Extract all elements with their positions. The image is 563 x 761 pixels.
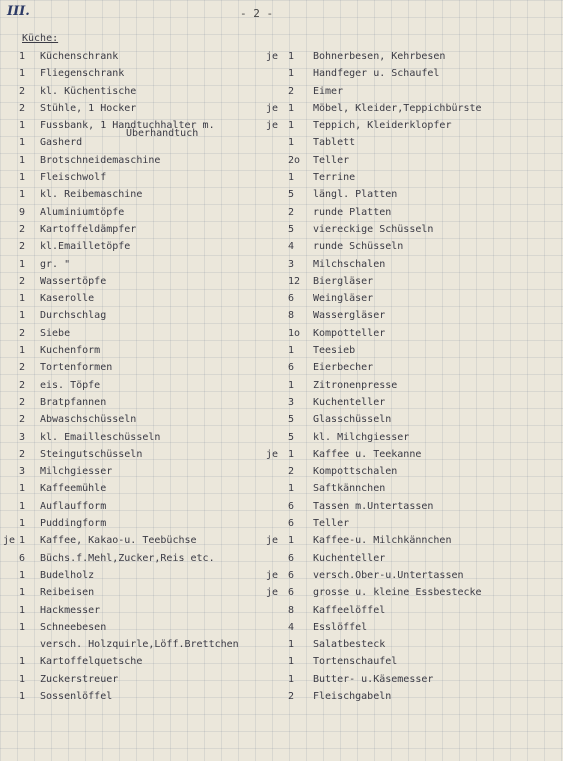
item-name: kl.Emailletöpfe — [40, 241, 131, 253]
list-item — [0, 394, 282, 411]
item-name: Milchgiesser — [40, 466, 113, 478]
item-name: Kompotteller — [313, 327, 386, 339]
list-item — [266, 100, 563, 117]
item-quantity: 2 — [288, 85, 295, 97]
item-name: Brotschneidemaschine — [40, 154, 161, 166]
list-item — [266, 653, 563, 670]
item-quantity: 2 — [19, 414, 26, 426]
item-quantity: 1 — [19, 621, 26, 633]
item-name: Möbel, Kleider,Teppichbürste — [313, 102, 482, 114]
item-name: Puddingform — [40, 518, 107, 530]
item-name: Tablett — [313, 137, 356, 149]
item-quantity: 1 — [19, 569, 26, 581]
item-quantity: 2 — [19, 448, 26, 460]
item-quantity: 1 — [19, 673, 26, 685]
list-item — [0, 671, 282, 688]
item-quantity: 2 — [19, 396, 26, 408]
item-name: Butter- u.Käsemesser — [313, 673, 434, 685]
list-item — [266, 480, 563, 497]
item-name: Biergläser — [313, 275, 374, 287]
item-quantity: 1 — [19, 293, 26, 305]
item-name: Milchschalen — [313, 258, 386, 270]
item-name: Teller — [313, 154, 350, 166]
item-quantity: 6 — [288, 362, 295, 374]
item-name: Kaffeemühle — [40, 483, 107, 495]
right-inventory-list — [266, 48, 563, 705]
list-item — [266, 515, 563, 532]
item-quantity: 9 — [19, 206, 26, 218]
item-quantity: 6 — [288, 587, 295, 599]
item-continuation: Überhandtuch — [126, 128, 199, 140]
item-quantity: 1 — [288, 379, 295, 391]
item-name: Kuchenform — [40, 345, 101, 357]
list-item — [266, 169, 563, 186]
item-name: Kompottschalen — [313, 466, 398, 478]
list-item — [0, 273, 282, 290]
item-quantity: 2 — [288, 206, 295, 218]
item-quantity: 3 — [288, 258, 295, 270]
item-name: Tortenschaufel — [313, 656, 398, 668]
item-name: Kartoffelquetsche — [40, 656, 143, 668]
list-item — [266, 688, 563, 705]
item-quantity: 1 — [19, 137, 26, 149]
item-name: eis. Töpfe — [40, 379, 101, 391]
list-item — [266, 359, 563, 376]
item-name: Bratpfannen — [40, 396, 107, 408]
item-name: Büchs.f.Mehl,Zucker,Reis etc. — [40, 552, 215, 564]
item-name: kl. Reibemaschine — [40, 189, 143, 201]
page-number: - 2 - — [240, 7, 274, 20]
item-name: runde Platten — [313, 206, 392, 218]
list-item — [266, 429, 563, 446]
item-name: Aluminiumtöpfe — [40, 206, 125, 218]
item-quantity: 1 — [19, 483, 26, 495]
item-quantity: 1 — [19, 690, 26, 702]
list-item — [266, 377, 563, 394]
item-quantity: 1 — [19, 310, 26, 322]
list-item — [266, 134, 563, 151]
list-item — [266, 65, 563, 82]
item-quantity: 1 — [19, 189, 26, 201]
item-quantity: 1 — [19, 656, 26, 668]
list-item — [266, 463, 563, 480]
list-item — [266, 619, 563, 636]
list-item — [0, 446, 282, 463]
item-name: versch.Ober-u.Untertassen — [313, 569, 464, 581]
item-name: Kaserolle — [40, 293, 95, 305]
item-name: Eimer — [313, 85, 344, 97]
item-name: viereckige Schüsseln — [313, 223, 434, 235]
list-item — [0, 152, 282, 169]
list-item — [266, 394, 563, 411]
item-quantity: 6 — [288, 518, 295, 530]
item-quantity: 6 — [288, 552, 295, 564]
item-quantity: 1 — [19, 587, 26, 599]
list-item — [0, 619, 282, 636]
item-name: Fleischwolf — [40, 172, 107, 184]
item-quantity: 2 — [19, 85, 26, 97]
item-name: Kaffee-u. Milchkännchen — [313, 535, 452, 547]
item-name: runde Schüsseln — [313, 241, 404, 253]
item-name: Eierbecher — [313, 362, 374, 374]
item-name: Sossenlöffel — [40, 690, 113, 702]
item-quantity: 1 — [19, 518, 26, 530]
item-name: Kaffee, Kakao-u. Teebüchse — [40, 535, 197, 547]
item-name: gr. " — [40, 258, 71, 270]
item-quantity: 1 — [288, 639, 295, 651]
list-item — [0, 100, 282, 117]
item-name: kl. Küchentische — [40, 85, 137, 97]
item-quantity: 1 — [19, 51, 26, 62]
list-item — [266, 204, 563, 221]
item-quantity: 1 — [288, 137, 295, 149]
item-quantity: 1 — [288, 68, 295, 80]
item-prefix: je — [266, 535, 279, 547]
item-name: Fussbank, 1 Handtuchhalter m. — [40, 120, 215, 132]
section-title: Küche: — [22, 33, 59, 44]
list-item — [0, 359, 282, 376]
list-item — [0, 688, 282, 705]
item-name: Handfeger u. Schaufel — [313, 68, 440, 80]
item-name: kl. Milchgiesser — [313, 431, 410, 443]
item-name: Kuchenteller — [313, 396, 386, 408]
item-quantity: 5 — [288, 414, 295, 426]
list-item — [0, 532, 282, 549]
list-item — [0, 48, 282, 65]
item-name: Durchschlag — [40, 310, 107, 322]
list-item — [0, 653, 282, 670]
item-name: kl. Emailleschüsseln — [40, 431, 161, 443]
list-item — [0, 377, 282, 394]
list-item — [0, 602, 282, 619]
item-name: Saftkännchen — [313, 483, 386, 495]
list-item — [266, 532, 563, 549]
item-quantity: 1 — [19, 154, 26, 166]
list-item — [266, 325, 563, 342]
list-item — [266, 48, 563, 65]
item-quantity: 2 — [19, 102, 26, 114]
item-prefix: je — [266, 120, 279, 132]
item-quantity: 1 — [288, 51, 295, 62]
item-name: Teppich, Kleiderklopfer — [313, 120, 452, 132]
item-name: Auflaufform — [40, 500, 107, 512]
item-name: Kartoffeldämpfer — [40, 223, 137, 235]
list-item — [0, 238, 282, 255]
item-name: Salatbesteck — [313, 639, 386, 651]
item-name: Steingutschüsseln — [40, 448, 143, 460]
item-prefix: je — [266, 51, 279, 62]
list-item — [0, 515, 282, 532]
item-quantity: 2 — [19, 327, 26, 339]
item-quantity: 6 — [288, 293, 295, 305]
list-item — [266, 671, 563, 688]
item-name: Gasherd — [40, 137, 83, 149]
item-name: Kaffee u. Teekanne — [313, 448, 422, 460]
item-quantity: 1 — [19, 500, 26, 512]
item-quantity: 1 — [19, 535, 26, 547]
item-quantity: 1 — [288, 656, 295, 668]
item-name: längl. Platten — [313, 189, 398, 201]
list-item — [0, 567, 282, 584]
list-item — [0, 186, 282, 203]
item-quantity: 1 — [19, 120, 26, 132]
item-quantity: 2 — [288, 466, 295, 478]
item-quantity: 1 — [288, 448, 295, 460]
list-item — [0, 325, 282, 342]
item-quantity: 1 — [288, 172, 295, 184]
item-name: Zuckerstreuer — [40, 673, 119, 685]
item-quantity: 1 — [19, 604, 26, 616]
item-quantity: 1 — [19, 172, 26, 184]
item-name: Bohnerbesen, Kehrbesen — [313, 51, 446, 62]
item-quantity: 1 — [19, 258, 26, 270]
item-name: Esslöffel — [313, 621, 368, 633]
item-quantity: 4 — [288, 241, 295, 253]
list-item — [0, 134, 282, 151]
list-item — [266, 273, 563, 290]
item-quantity: 3 — [19, 431, 26, 443]
list-item — [266, 446, 563, 463]
item-prefix: je — [3, 535, 16, 547]
item-name: Abwaschschüsseln — [40, 414, 137, 426]
item-name: Terrine — [313, 172, 356, 184]
list-item — [0, 169, 282, 186]
list-item — [0, 411, 282, 428]
item-name: Fliegenschrank — [40, 68, 125, 80]
list-item — [266, 636, 563, 653]
list-item — [266, 256, 563, 273]
item-quantity: 1 — [288, 102, 295, 114]
item-quantity: 2 — [288, 690, 295, 702]
list-item — [0, 117, 282, 140]
item-name: versch. Holzquirle,Löff.Brettchen — [40, 639, 239, 651]
item-quantity: 1 — [288, 345, 295, 357]
item-name: Stühle, 1 Hocker — [40, 102, 137, 114]
list-item — [266, 567, 563, 584]
item-quantity: 1 — [288, 535, 295, 547]
item-name: Hackmesser — [40, 604, 101, 616]
item-quantity: 8 — [288, 310, 295, 322]
list-item — [266, 221, 563, 238]
list-item — [266, 584, 563, 601]
item-name: Siebe — [40, 327, 71, 339]
item-quantity: 4 — [288, 621, 295, 633]
list-item — [0, 307, 282, 324]
list-item — [266, 411, 563, 428]
item-name: grosse u. kleine Essbestecke — [313, 587, 482, 599]
item-quantity: 8 — [288, 604, 295, 616]
item-name: Weingläser — [313, 293, 374, 305]
item-name: Tortenformen — [40, 362, 113, 374]
item-name: Reibeisen — [40, 587, 95, 599]
list-item — [266, 498, 563, 515]
list-item — [0, 498, 282, 515]
item-prefix: je — [266, 569, 279, 581]
list-item — [0, 463, 282, 480]
list-item — [266, 152, 563, 169]
item-name: Kaffeelöffel — [313, 604, 386, 616]
item-name: Küchenschrank — [40, 51, 119, 62]
item-quantity: 2 — [19, 223, 26, 235]
item-name: Wassertöpfe — [40, 275, 107, 287]
item-name: Budelholz — [40, 569, 95, 581]
list-item — [266, 602, 563, 619]
list-item — [0, 429, 282, 446]
list-item — [266, 83, 563, 100]
section-mark: III. — [7, 4, 30, 19]
item-name: Schneebesen — [40, 621, 107, 633]
item-quantity: 5 — [288, 189, 295, 201]
item-name: Zitronenpresse — [313, 379, 398, 391]
list-item — [266, 186, 563, 203]
item-quantity: 1 — [288, 673, 295, 685]
item-name: Teller — [313, 518, 350, 530]
item-quantity: 1 — [288, 120, 295, 132]
list-item — [266, 307, 563, 324]
list-item — [0, 480, 282, 497]
item-quantity: 5 — [288, 223, 295, 235]
item-quantity: 3 — [288, 396, 295, 408]
item-name: Kuchenteller — [313, 552, 386, 564]
list-item — [0, 584, 282, 601]
list-item — [0, 342, 282, 359]
item-quantity: 2 — [19, 379, 26, 391]
item-name: Fleischgabeln — [313, 690, 392, 702]
left-inventory-list — [0, 48, 282, 705]
item-quantity: 1 — [19, 68, 26, 80]
item-name: Wassergläser — [313, 310, 386, 322]
list-item — [266, 117, 563, 134]
list-item — [0, 204, 282, 221]
list-item — [0, 83, 282, 100]
list-item — [266, 342, 563, 359]
item-quantity: 2o — [288, 154, 301, 166]
item-quantity: 2 — [19, 241, 26, 253]
item-quantity: 12 — [288, 275, 301, 287]
list-item — [0, 256, 282, 273]
item-quantity: 6 — [288, 500, 295, 512]
item-quantity: 1o — [288, 327, 301, 339]
item-quantity: 1 — [19, 345, 26, 357]
list-item — [266, 550, 563, 567]
list-item — [0, 221, 282, 238]
item-name: Glasschüsseln — [313, 414, 392, 426]
item-name: Teesieb — [313, 345, 356, 357]
item-quantity: 6 — [19, 552, 26, 564]
item-quantity: 2 — [19, 362, 26, 374]
list-item — [266, 290, 563, 307]
item-quantity: 2 — [19, 275, 26, 287]
item-prefix: je — [266, 448, 279, 460]
item-prefix: je — [266, 587, 279, 599]
list-item — [0, 550, 282, 567]
item-quantity: 3 — [19, 466, 26, 478]
list-item — [0, 65, 282, 82]
item-quantity: 5 — [288, 431, 295, 443]
item-name: Tassen m.Untertassen — [313, 500, 434, 512]
list-item — [0, 636, 282, 653]
item-prefix: je — [266, 102, 279, 114]
list-item — [266, 238, 563, 255]
item-quantity: 6 — [288, 569, 295, 581]
list-item — [0, 290, 282, 307]
item-quantity: 1 — [288, 483, 295, 495]
